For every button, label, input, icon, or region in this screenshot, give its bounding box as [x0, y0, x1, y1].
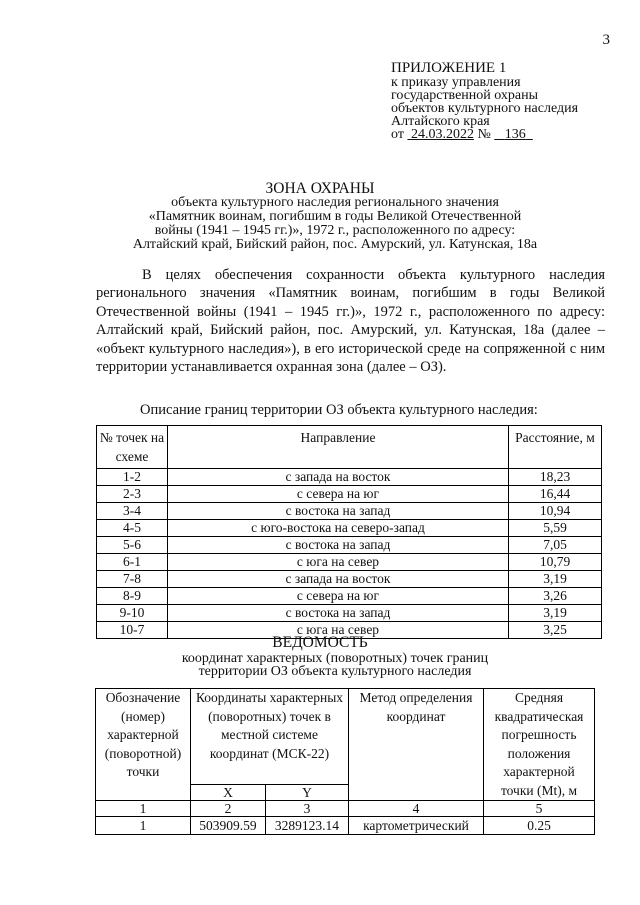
cell-distance: 7,05 — [509, 537, 602, 554]
coord-data-row — [96, 817, 595, 835]
body-paragraph: В целях обеспечения сохранности объекта культурного наследия регионального значения «Памятник воинам, погибшим в годы Великой Отечественной войны (1941 – 1945 гг.)», 1972 г., расположенного по адресу: Алтайский край, Бийский район, пос. Амурский, ул. Катунская, 18а (далее – «объект культурного наследия»), в его исторической среде на сопряженной с ним территории устанавливается охранная зона (далее – ОЗ). — [96, 267, 605, 376]
col-number: 1 — [96, 801, 191, 817]
cell-points: 6-1 — [97, 554, 168, 571]
appendix-heading: ПРИЛОЖЕНИЕ 1 — [391, 60, 507, 76]
cell-points: 8-9 — [97, 588, 168, 605]
cell-distance: 10,94 — [509, 503, 602, 520]
table-row — [97, 469, 602, 486]
appendix-line: государственной охраны — [391, 88, 539, 103]
cell-direction: с севера на юг — [168, 486, 509, 503]
cell-direction: с востока на запад — [168, 605, 509, 622]
header-direction: Направление — [168, 426, 509, 469]
cell-direction: с юго-востока на северо-запад — [168, 520, 509, 537]
header-distance: Расстояние, м — [509, 426, 602, 469]
table-row — [97, 605, 602, 622]
cell-points: 3-4 — [97, 503, 168, 520]
cell-distance: 3,26 — [509, 588, 602, 605]
page-number: 3 — [602, 32, 610, 48]
cell-distance: 3,25 — [509, 622, 602, 639]
cell-points: 9-10 — [97, 605, 168, 622]
coord-header-row — [96, 689, 595, 785]
description-line: Описание границ территории ОЗ объекта культурного наследия: — [140, 402, 538, 418]
table-row — [97, 503, 602, 520]
table-row — [97, 554, 602, 571]
header-points: № точек на схеме — [97, 426, 168, 469]
cell-direction: с севера на юг — [168, 588, 509, 605]
table-row — [97, 537, 602, 554]
cell-points: 5-6 — [97, 537, 168, 554]
zone-title: ЗОНА ОХРАНЫ — [265, 180, 375, 197]
cell-direction: с востока на запад — [168, 537, 509, 554]
cell-distance: 3,19 — [509, 605, 602, 622]
header-method: Метод определения координат — [349, 689, 484, 801]
table-header-row — [97, 426, 602, 469]
cell-point: 1 — [96, 817, 191, 835]
date-prefix: от — [391, 127, 404, 142]
header-y: Y — [265, 785, 348, 801]
vedomost-subtitle: координат характерных (поворотных) точек границ территории ОЗ объекта культурного наследия — [181, 651, 489, 679]
cell-direction: с юга на север — [168, 554, 509, 571]
cell-method: картометрический — [349, 817, 484, 835]
cell-points: 1-2 — [97, 469, 168, 486]
cell-distance: 16,44 — [509, 486, 602, 503]
appendix-line: к приказу управления — [391, 75, 521, 90]
header-error: Средняя квадратическая погрешность положения характерной точки (Mt), м 5 — [484, 689, 595, 817]
table-row — [97, 486, 602, 503]
appendix-date-line — [391, 128, 578, 141]
cell-points: 10-7 — [97, 622, 168, 639]
table-row — [97, 520, 602, 537]
header-coordinates: Координаты характерных (поворотных) точек в местной системе координат (МСК-22) — [191, 689, 349, 785]
zone-subtitle: объекта культурного наследия регионального значения «Памятник воинам, погибшим в годы Великой Отечественной войны (1941 – 1945 гг.)», 1972 г., расположенного по адресу: Алтайский край, Бийский район, пос. Амурский, ул. Катунская, 18а — [132, 195, 538, 252]
cell-direction: с запада на восток — [168, 469, 509, 486]
appendix-block — [391, 62, 578, 141]
appendix-line: Алтайского края — [391, 114, 490, 129]
boundary-table — [96, 425, 602, 639]
cell-points: 7-8 — [97, 571, 168, 588]
cell-direction: с юга на север — [168, 622, 509, 639]
coordinates-table — [95, 688, 595, 835]
header-x: X — [191, 785, 266, 801]
header-designation: Обозначение (номер) характерной (поворотной) точки — [96, 689, 191, 801]
cell-points: 4-5 — [97, 520, 168, 537]
col-number: 5 — [484, 800, 594, 816]
cell-direction: с востока на запад — [168, 503, 509, 520]
number-prefix: № — [477, 127, 491, 142]
cell-direction: с запада на восток — [168, 571, 509, 588]
cell-distance: 18,23 — [509, 469, 602, 486]
table-row — [97, 571, 602, 588]
col-number: 3 — [265, 801, 348, 817]
col-number: 2 — [191, 801, 266, 817]
cell-y: 3289123.14 — [265, 817, 348, 835]
cell-distance: 3,19 — [509, 571, 602, 588]
cell-x: 503909.59 — [191, 817, 266, 835]
appendix-line: объектов культурного наследия — [391, 101, 579, 116]
col-number: 4 — [349, 801, 484, 817]
cell-error: 0.25 — [484, 817, 595, 835]
cell-distance: 5,59 — [509, 520, 602, 537]
order-date: 24.03.2022 — [410, 127, 474, 142]
cell-distance: 10,79 — [509, 554, 602, 571]
order-number: 136 — [504, 127, 526, 142]
cell-points: 2-3 — [97, 486, 168, 503]
table-row — [97, 588, 602, 605]
vedomost-title: ВЕДОМОСТЬ — [272, 634, 368, 651]
